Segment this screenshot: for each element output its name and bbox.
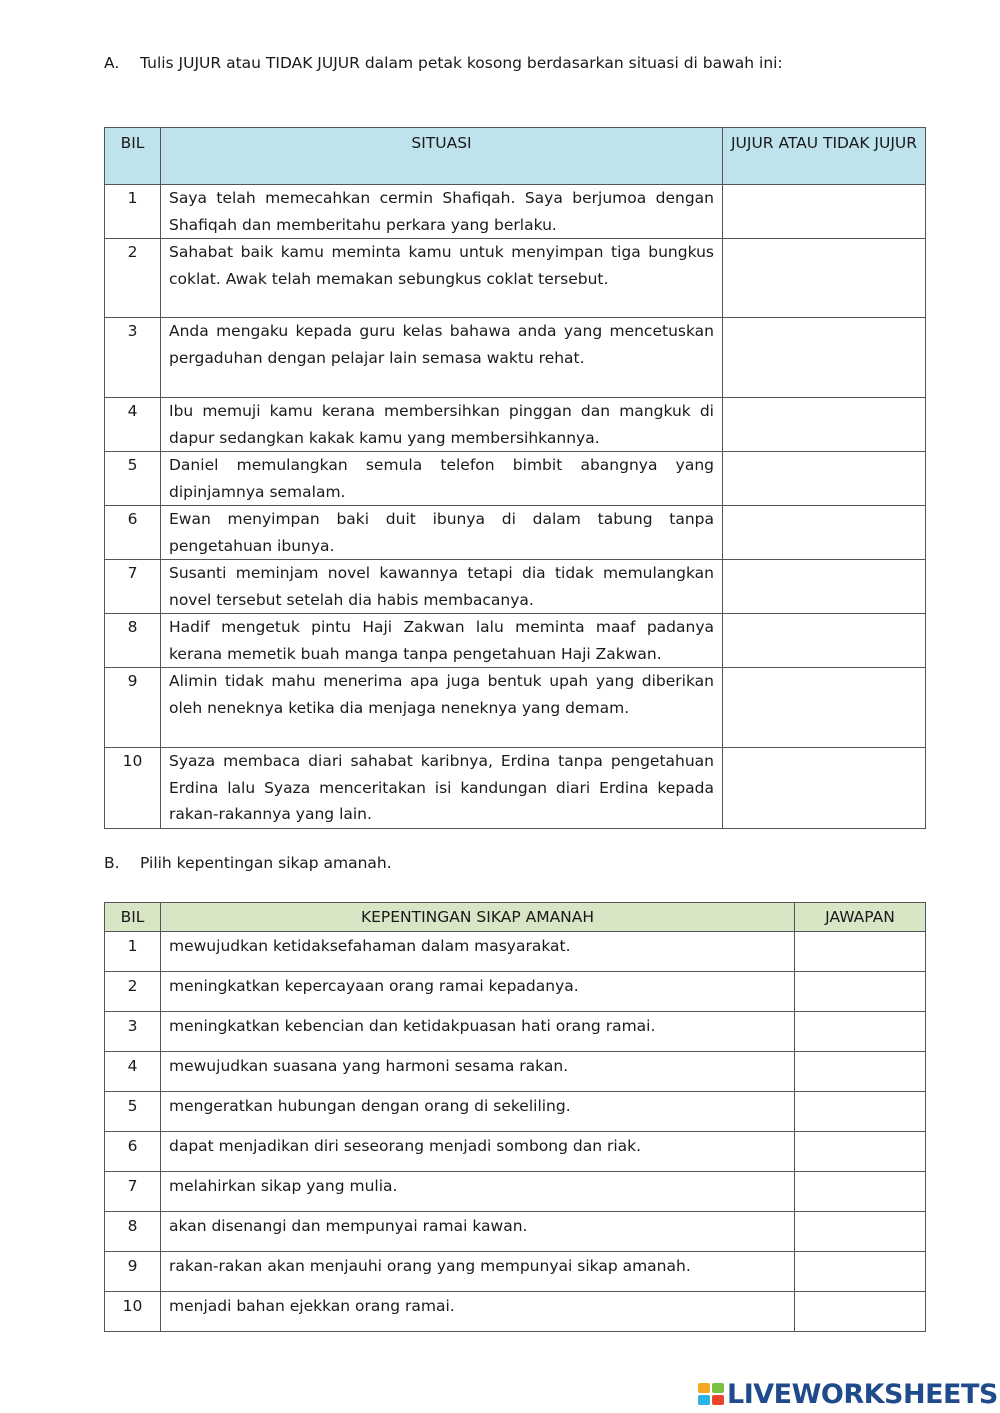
row-text-cell: [161, 668, 723, 748]
table-row: [105, 398, 926, 452]
answer-box[interactable]: [723, 239, 926, 318]
table-row: [105, 972, 926, 1012]
answer-box[interactable]: [795, 1052, 926, 1092]
row-text: Saya telah memecahkan cermin Shafiqah. Saya berjumoa dengan Shafiqah dan memberitahu perkara yang berlaku.: [169, 189, 714, 234]
row-text-cell: [161, 1172, 795, 1212]
row-text-cell: [161, 1012, 795, 1052]
row-text: mengeratkan hubungan dengan orang di sekeliling.: [169, 1097, 571, 1115]
row-text-cell: [161, 972, 795, 1012]
answer-box[interactable]: [723, 318, 926, 398]
row-number: 7: [105, 560, 161, 614]
liveworksheets-wordmark: LIVEWORKSHEETS: [727, 1378, 998, 1410]
section-a-letter: A.: [104, 54, 120, 72]
row-text: akan disenangi dan mempunyai ramai kawan.: [169, 1217, 528, 1235]
row-text-cell: [161, 748, 723, 829]
answer-box[interactable]: [795, 1292, 926, 1332]
mark-square: [712, 1395, 724, 1405]
row-text: Ewan menyimpan baki duit ibunya di dalam tabung tanpa pengetahuan ibunya.: [169, 510, 714, 555]
row-text-cell: [161, 185, 723, 239]
header-jujur: JUJUR ATAU TIDAK JUJUR: [723, 128, 926, 185]
table-row: [105, 318, 926, 398]
row-text: meningkatkan kepercayaan orang ramai kepadanya.: [169, 977, 579, 995]
row-number: 10: [105, 748, 161, 829]
row-text: dapat menjadikan diri seseorang menjadi sombong dan riak.: [169, 1137, 642, 1155]
table-row: [105, 668, 926, 748]
row-number: 9: [105, 1252, 161, 1292]
table-row: [105, 932, 926, 972]
row-text: rakan-rakan akan menjauhi orang yang mempunyai sikap amanah.: [169, 1257, 691, 1275]
section-a-instruction: Tulis JUJUR atau TIDAK JUJUR dalam petak kosong berdasarkan situasi di bawah ini:: [140, 54, 783, 72]
row-number: 4: [105, 1052, 161, 1092]
table-row: [105, 748, 926, 829]
row-number: 3: [105, 1012, 161, 1052]
section-b-letter: B.: [104, 854, 120, 872]
table-row: [105, 452, 926, 506]
row-text: meningkatkan kebencian dan ketidakpuasan hati orang ramai.: [169, 1017, 656, 1035]
answer-box[interactable]: [795, 1212, 926, 1252]
row-text: Alimin tidak mahu menerima apa juga bentuk upah yang diberikan oleh neneknya ketika dia menjaga neneknya yang demam.: [169, 672, 714, 717]
mark-square: [698, 1383, 710, 1393]
situation-table: [104, 127, 926, 829]
row-text-cell: [161, 452, 723, 506]
mark-square: [698, 1395, 710, 1405]
row-number: 1: [105, 932, 161, 972]
table-row: [105, 1012, 926, 1052]
row-text-cell: [161, 239, 723, 318]
answer-box[interactable]: [723, 185, 926, 239]
answer-box[interactable]: [723, 452, 926, 506]
section-a-heading: [104, 50, 864, 77]
row-text: Hadif mengetuk pintu Haji Zakwan lalu meminta maaf padanya kerana memetik buah manga tanpa pengetahuan Haji Zakwan.: [169, 618, 714, 663]
row-text: mewujudkan suasana yang harmoni sesama rakan.: [169, 1057, 569, 1075]
row-text: Daniel memulangkan semula telefon bimbit abangnya yang dipinjamnya semalam.: [169, 456, 714, 501]
liveworksheets-mark-icon: [698, 1383, 724, 1405]
answer-box[interactable]: [795, 1172, 926, 1212]
liveworksheets-logo: [698, 1380, 998, 1408]
answer-box[interactable]: [723, 748, 926, 829]
answer-box[interactable]: [795, 932, 926, 972]
situation-table-header: [105, 128, 926, 185]
row-number: 8: [105, 614, 161, 668]
header-situasi: SITUASI: [161, 128, 723, 185]
row-number: 2: [105, 239, 161, 318]
table-row: [105, 1092, 926, 1132]
answer-box[interactable]: [795, 1092, 926, 1132]
row-text-cell: [161, 398, 723, 452]
header-bil: BIL: [105, 903, 161, 932]
row-number: 1: [105, 185, 161, 239]
row-text-cell: [161, 1132, 795, 1172]
row-text: Ibu memuji kamu kerana membersihkan pinggan dan mangkuk di dapur sedangkan kakak kamu yang membersihkannya.: [169, 402, 714, 447]
row-number: 3: [105, 318, 161, 398]
table-row: [105, 560, 926, 614]
table-row: [105, 1252, 926, 1292]
row-text-cell: [161, 614, 723, 668]
row-text-cell: [161, 560, 723, 614]
row-text: Susanti meminjam novel kawannya tetapi dia tidak memulangkan novel tersebut setelah dia habis membacanya.: [169, 564, 714, 609]
row-text-cell: [161, 1252, 795, 1292]
row-number: 4: [105, 398, 161, 452]
table-row: [105, 1132, 926, 1172]
answer-box[interactable]: [723, 506, 926, 560]
row-number: 8: [105, 1212, 161, 1252]
row-text-cell: [161, 932, 795, 972]
table-row: [105, 506, 926, 560]
row-text: menjadi bahan ejekkan orang ramai.: [169, 1297, 455, 1315]
mark-square: [712, 1383, 724, 1393]
answer-box[interactable]: [723, 668, 926, 748]
answer-box[interactable]: [723, 398, 926, 452]
section-b-heading: [104, 850, 864, 877]
row-text-cell: [161, 318, 723, 398]
row-number: 6: [105, 506, 161, 560]
row-text: Syaza membaca diari sahabat karibnya, Erdina tanpa pengetahuan Erdina lalu Syaza menceritakan isi kandungan diari Erdina kepada rakan-rakannya yang lain.: [169, 752, 714, 823]
answer-box[interactable]: [795, 972, 926, 1012]
table-row: [105, 1292, 926, 1332]
table-row: [105, 1052, 926, 1092]
row-text: melahirkan sikap yang mulia.: [169, 1177, 398, 1195]
row-text: mewujudkan ketidaksefahaman dalam masyarakat.: [169, 937, 571, 955]
section-b-instruction: Pilih kepentingan sikap amanah.: [140, 854, 392, 872]
row-text-cell: [161, 1212, 795, 1252]
row-text-cell: [161, 1092, 795, 1132]
header-jawapan: JAWAPAN: [795, 903, 926, 932]
row-number: 10: [105, 1292, 161, 1332]
answer-box[interactable]: [723, 614, 926, 668]
header-kepentingan: KEPENTINGAN SIKAP AMANAH: [161, 903, 795, 932]
amanah-table-header: [105, 903, 926, 932]
header-bil: BIL: [105, 128, 161, 185]
row-number: 6: [105, 1132, 161, 1172]
table-row: [105, 1212, 926, 1252]
row-text-cell: [161, 1052, 795, 1092]
row-number: 9: [105, 668, 161, 748]
row-text-cell: [161, 506, 723, 560]
answer-box[interactable]: [795, 1012, 926, 1052]
table-row: [105, 614, 926, 668]
answer-box[interactable]: [723, 560, 926, 614]
table-row: [105, 239, 926, 318]
answer-box[interactable]: [795, 1132, 926, 1172]
row-number: 5: [105, 452, 161, 506]
row-text: Sahabat baik kamu meminta kamu untuk menyimpan tiga bungkus coklat. Awak telah memakan sebungkus coklat tersebut.: [169, 243, 714, 288]
answer-box[interactable]: [795, 1252, 926, 1292]
amanah-table: [104, 902, 926, 1332]
row-number: 2: [105, 972, 161, 1012]
row-text: Anda mengaku kepada guru kelas bahawa anda yang mencetuskan pergaduhan dengan pelajar lain semasa waktu rehat.: [169, 322, 714, 367]
row-text-cell: [161, 1292, 795, 1332]
row-number: 7: [105, 1172, 161, 1212]
table-row: [105, 1172, 926, 1212]
row-number: 5: [105, 1092, 161, 1132]
table-row: [105, 185, 926, 239]
